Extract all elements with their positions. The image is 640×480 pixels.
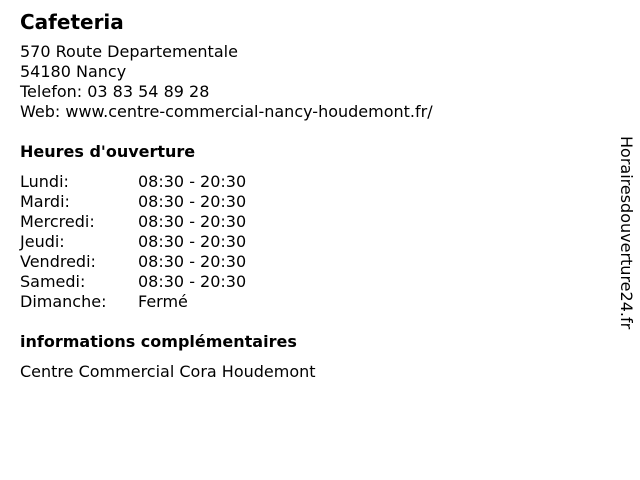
hours-time: Fermé [138,292,188,311]
hours-row [20,272,600,292]
hours-time: 08:30 - 20:30 [138,192,247,211]
web-line: Web: www.centre-commercial-nancy-houdemont.fr/ [20,102,433,121]
hours-time: 08:30 - 20:30 [138,272,247,291]
hours-row [20,212,600,232]
hours-row [20,192,600,212]
hours-day: Jeudi: [20,232,65,251]
hours-day: Samedi: [20,272,86,291]
hours-row [20,252,600,272]
hours-day: Mercredi: [20,212,95,231]
hours-day: Vendredi: [20,252,96,271]
hours-row [20,232,600,252]
opening-hours-list [20,172,600,312]
address-line-2: 54180 Nancy [20,62,127,81]
hours-time: 08:30 - 20:30 [138,172,247,191]
phone-line: Telefon: 03 83 54 89 28 [20,82,210,101]
business-info-page [20,10,600,382]
hours-time: 08:30 - 20:30 [138,232,247,251]
hours-day: Dimanche: [20,292,107,311]
hours-day: Mardi: [20,192,70,211]
hours-day: Lundi: [20,172,69,191]
site-watermark: Horairesdouverture24.fr [617,136,636,330]
hours-time: 08:30 - 20:30 [138,212,247,231]
additional-info-heading: informations complémentaires [20,332,297,351]
business-name: Cafeteria [20,10,124,34]
hours-row [20,292,600,312]
additional-info-text: Centre Commercial Cora Houdemont [20,362,316,381]
hours-row [20,172,600,192]
address-line-1: 570 Route Departementale [20,42,238,61]
hours-time: 08:30 - 20:30 [138,252,247,271]
opening-hours-heading: Heures d'ouverture [20,142,196,161]
